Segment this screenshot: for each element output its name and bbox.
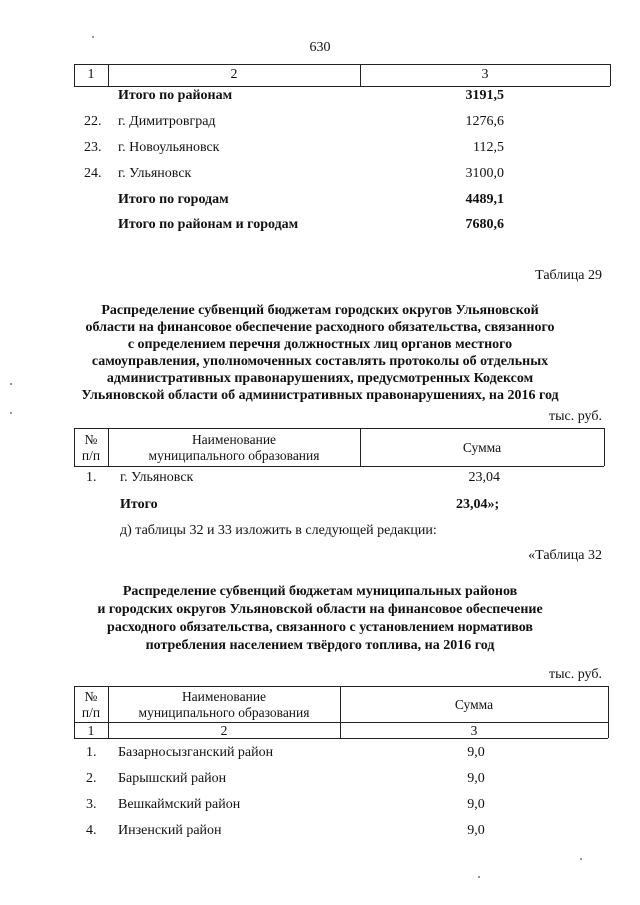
column-number-1: 1 xyxy=(87,723,95,738)
units-label: тыс. руб. xyxy=(549,409,602,424)
title-line: Распределение субвенций бюджетам муниципальных районов xyxy=(122,584,518,599)
table-29-label: Таблица 29 xyxy=(535,268,602,283)
title-line: с определением перечня должностных лиц органов местного xyxy=(127,337,513,352)
column-number-1: 1 xyxy=(87,67,95,82)
table-row-number: 1. xyxy=(86,745,97,760)
column-number-3: 3 xyxy=(481,67,489,82)
table-row-value: 3100,0 xyxy=(465,166,504,181)
table-row-value: 9,0 xyxy=(467,823,485,838)
header-num: п/п xyxy=(81,448,101,463)
table-row-label: г. Ульяновск xyxy=(118,166,192,181)
table-row-label: г. Ульяновск xyxy=(120,470,194,485)
table-row-label: Барышский район xyxy=(118,771,227,786)
table-row-value: 4489,1 xyxy=(465,192,504,207)
column-number-3: 3 xyxy=(470,723,478,738)
title-line: потребления населением твёрдого топлива, на 2016 год xyxy=(145,638,495,653)
header-num: п/п xyxy=(81,705,101,720)
page-number: 630 xyxy=(309,40,331,55)
column-number-2: 2 xyxy=(230,67,238,82)
total-value: 23,04»; xyxy=(456,497,500,512)
table-row-label: г. Димитровград xyxy=(118,114,216,129)
header-name: Наименование xyxy=(181,689,267,704)
table-row-label: Базарносызганский район xyxy=(118,745,274,760)
table-row-value: 9,0 xyxy=(467,797,485,812)
table-row-number: 1. xyxy=(86,470,97,485)
table-row-value: 9,0 xyxy=(467,771,485,786)
instruction-text: д) таблицы 32 и 33 изложить в следующей редакции: xyxy=(120,523,437,538)
title-line: административных правонарушениях, предусмотренных Кодексом xyxy=(106,371,534,386)
title-line: Ульяновской области об административных правонарушениях, на 2016 год xyxy=(81,388,559,403)
scan-speck xyxy=(10,383,12,385)
header-num: № xyxy=(84,432,98,447)
table-row-label: Итого по городам xyxy=(118,192,229,207)
title-line: и городских округов Ульяновской области на финансовое обеспечение xyxy=(97,602,543,617)
table-row-label: Итого по районам и городам xyxy=(118,217,299,232)
table-row-number: 4. xyxy=(86,823,97,838)
header-num: № xyxy=(84,689,98,704)
total-label: Итого xyxy=(120,497,158,512)
table-row-value: 1276,6 xyxy=(465,114,504,129)
title-line: Распределение субвенций бюджетам городских округов Ульяновской xyxy=(101,303,539,318)
scan-speck xyxy=(92,36,94,38)
title-line: области на финансовое обеспечение расходного обязательства, связанного xyxy=(85,320,555,335)
table-row-label: г. Новоульяновск xyxy=(118,140,220,155)
column-number-2: 2 xyxy=(220,723,228,738)
header-sum: Сумма xyxy=(454,697,494,712)
table-row-value: 112,5 xyxy=(473,140,504,155)
scan-speck xyxy=(580,858,582,860)
table-row-number: 23. xyxy=(84,140,102,155)
table-row-value: 9,0 xyxy=(467,745,485,760)
table-row-number: 2. xyxy=(86,771,97,786)
header-sum: Сумма xyxy=(462,440,502,455)
table-row-number: 24. xyxy=(84,166,102,181)
title-line: расходного обязательства, связанного с установлением нормативов xyxy=(107,620,533,635)
table-32-label: «Таблица 32 xyxy=(528,548,602,563)
table-row-value: 3191,5 xyxy=(465,88,504,103)
scan-speck xyxy=(478,876,480,878)
header-name: муниципального образования xyxy=(148,448,320,463)
scan-speck xyxy=(10,412,12,414)
header-name: муниципального образования xyxy=(138,705,310,720)
header-name: Наименование xyxy=(191,432,277,447)
table-row-label: Инзенский район xyxy=(118,823,222,838)
table-row-label: Вешкаймский район xyxy=(118,797,241,812)
title-line: самоуправления, уполномоченных составлять протоколы об отдельных xyxy=(91,354,549,369)
table-row-value: 23,04 xyxy=(468,470,500,485)
units-label: тыс. руб. xyxy=(549,667,602,682)
table-row-number: 3. xyxy=(86,797,97,812)
table-row-label: Итого по районам xyxy=(118,88,233,103)
table-row-value: 7680,6 xyxy=(465,217,504,232)
table-row-number: 22. xyxy=(84,114,102,129)
